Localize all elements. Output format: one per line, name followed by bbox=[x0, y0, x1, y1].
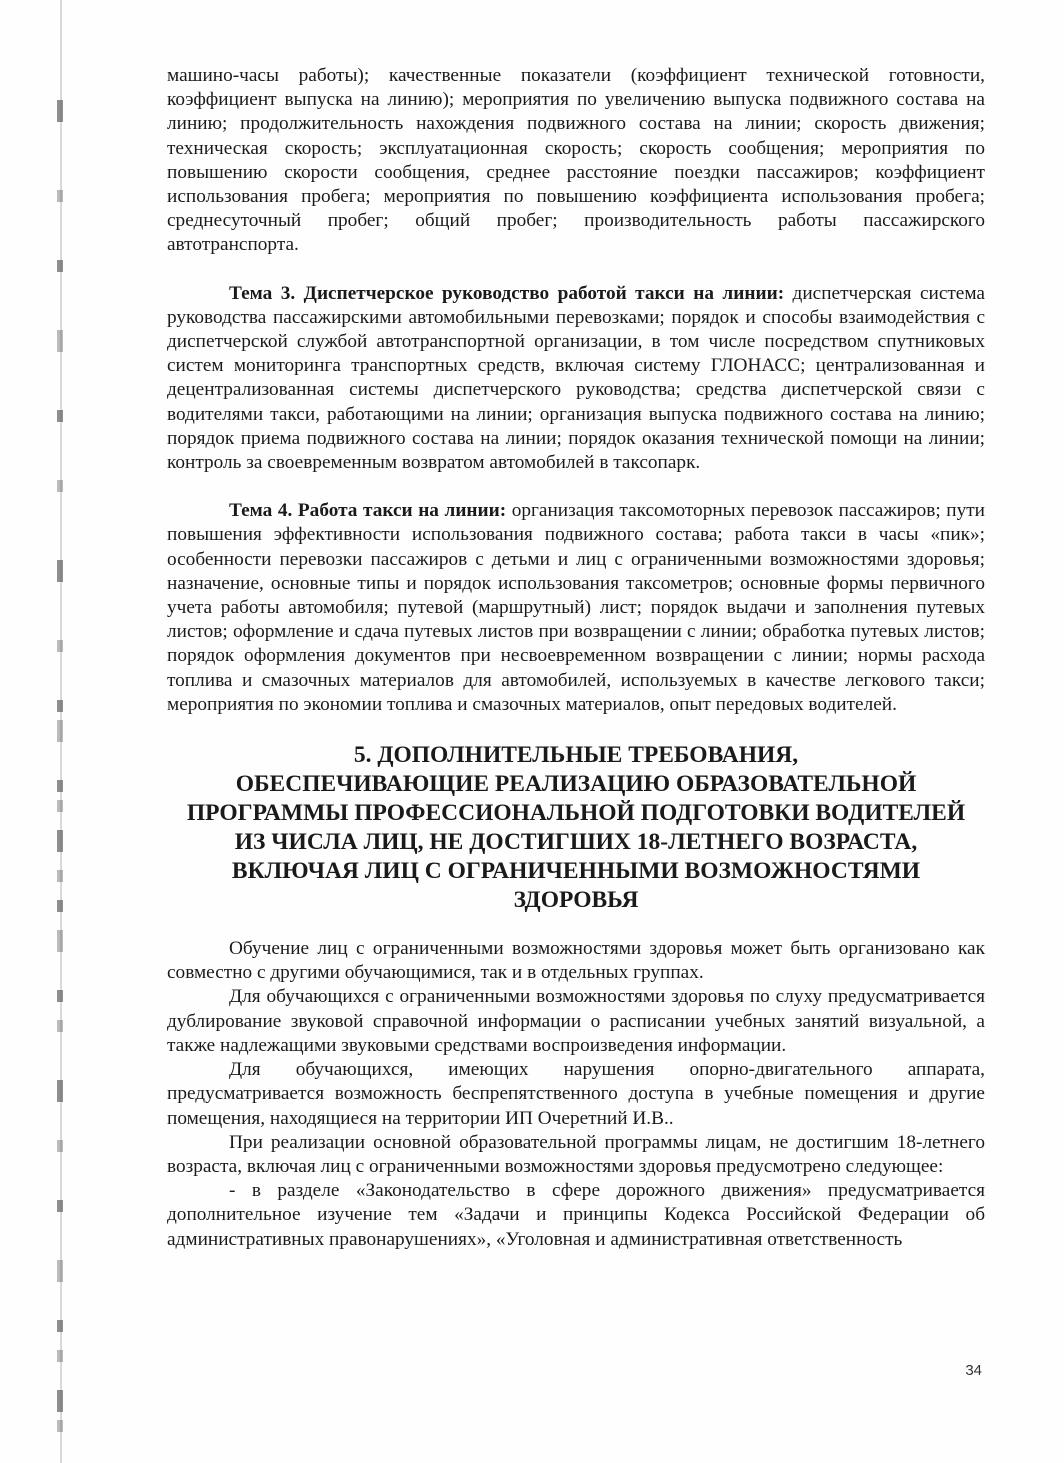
theme-4-paragraph bbox=[167, 499, 985, 717]
section-5-paragraph: Обучение лиц с ограниченными возможностями здоровья может быть организовано как совместно с другими обучающимися, так и в отдельных группах. bbox=[167, 938, 985, 984]
section-title-line: ОБЕСПЕЧИВАЮЩИЕ РЕАЛИЗАЦИЮ ОБРАЗОВАТЕЛЬНОЙ bbox=[235, 771, 917, 798]
binding-mark bbox=[57, 930, 63, 952]
binding-mark bbox=[57, 900, 63, 912]
binding-mark bbox=[57, 330, 63, 352]
section-title-line: 5. ДОПОЛНИТЕЛЬНЫЕ ТРЕБОВАНИЯ, bbox=[353, 742, 799, 769]
binding-mark bbox=[57, 1080, 63, 1102]
binding-mark bbox=[57, 260, 63, 272]
binding-mark bbox=[57, 560, 63, 582]
section-title-line: ЗДОРОВЬЯ bbox=[513, 887, 639, 914]
binding-mark bbox=[57, 410, 63, 422]
binding-mark bbox=[57, 990, 63, 1002]
paragraph-continuation: машино-часы работы); качественные показатели (коэффициент технической готовности, коэффициент выпуска на линию); мероприятия по увеличению выпуска подвижного состава на линию; продолжительность нахождения подвижного состава на линии; скорость движения; техническая скорость; эксплуатационная скорость; скорость сообщения; мероприятия по повышению скорости сообщения, среднее расстояние поездки пассажиров; коэффициент использования пробега; мероприятия по повышению коэффициента использования пробега; среднесуточный пробег; общий пробег; производительность работы пассажирского автотранспорта. bbox=[167, 65, 985, 256]
binding-mark bbox=[57, 830, 63, 852]
binding-mark bbox=[57, 1350, 63, 1362]
binding-mark bbox=[57, 100, 63, 122]
binding-mark bbox=[57, 870, 63, 882]
binding-mark bbox=[57, 1420, 63, 1432]
binding-mark bbox=[57, 1020, 63, 1032]
binding-mark bbox=[57, 1390, 63, 1412]
section-5-paragraph: При реализации основной образовательной программы лицам, не достигшим 18-летнего возраста, включая лиц с ограниченными возможностями здоровья предусмотрено следующее: bbox=[167, 1131, 985, 1177]
section-5-paragraph: Для обучающихся с ограниченными возможностями здоровья по слуху предусматривается дублирование звуковой справочной информации о расписании учебных занятий визуальной, а также надлежащими звуковыми средствами воспроизведения информации. bbox=[167, 986, 985, 1056]
binding-mark bbox=[57, 800, 63, 812]
theme-4-title: Тема 4. Работа такси на линии: bbox=[229, 500, 507, 522]
section-title-line: ВКЛЮЧАЯ ЛИЦ С ОГРАНИЧЕННЫМИ ВОЗМОЖНОСТЯМИ bbox=[231, 858, 921, 885]
binding-edge bbox=[0, 0, 80, 1463]
binding-mark bbox=[57, 780, 63, 792]
binding-mark bbox=[57, 720, 63, 742]
binding-mark bbox=[57, 1140, 63, 1152]
binding-mark bbox=[57, 1320, 63, 1332]
binding-mark bbox=[57, 1200, 63, 1212]
theme-3-title: Тема 3. Диспетчерское руководство работой такси на линии: bbox=[229, 282, 785, 304]
theme-4-text: организация таксомоторных перевозок пассажиров; пути повышения эффективности использования подвижного состава; работа такси в часы «пик»; особенности перевозки пассажиров с детьми и лиц с ограниченными возможностями здоровья; назначение, основные типы и порядок использования таксометров; основные формы первичного учета работы автомобиля; путевой (маршрутный) лист; порядок выдачи и заполнения путевых листов; оформление и сдача путевых листов при возвращении с линии; обработка путевых листов; порядок оформления документов при несвоевременном возвращении с линии; нормы расхода топлива и смазочных материалов для автомобилей, используемых в качестве легкового такси; мероприятия по экономии топлива и смазочных материалов, опыт передовых водителей. bbox=[167, 500, 985, 715]
binding-mark bbox=[57, 700, 63, 712]
section-5-paragraph: - в разделе «Законодательство в сфере дорожного движения» предусматривается дополнительное изучение тем «Задачи и принципы Кодекса Российской Федерации об административных правонарушениях», «Уголовная и административная ответственность bbox=[167, 1180, 985, 1250]
section-5-paragraph: Для обучающихся, имеющих нарушения опорно-двигательного аппарата, предусматривается возможность беспрепятственного доступа в учебные помещения и другие помещения, находящиеся на территории ИП Очеретний И.В.. bbox=[167, 1059, 985, 1129]
section-title-line: ПРОГРАММЫ ПРОФЕССИОНАЛЬНОЙ ПОДГОТОВКИ ВОДИТЕЛЕЙ bbox=[186, 800, 966, 827]
theme-3-text: диспетчерская система руководства пассажирскими автомобильными перевозками; порядок и способы взаимодействия с диспетчерской службой автотранспортной организации, в том числе посредством спутниковых систем мониторинга транспортных средств, включая систему ГЛОНАСС; централизованная и децентрализованная системы диспетчерского руководства; средства диспетчерской связи с водителями такси, работающими на линии; организация выпуска подвижного состава на линию; порядок приема подвижного состава на линии; порядок оказания технической помощи на линии; контроль за своевременным возвратом автомобилей в таксопарк. bbox=[167, 282, 985, 474]
page-content bbox=[167, 64, 985, 1252]
binding-mark bbox=[57, 640, 63, 652]
binding-mark bbox=[57, 1260, 63, 1282]
binding-mark bbox=[57, 190, 63, 202]
theme-3-paragraph bbox=[167, 282, 985, 476]
section-5-heading bbox=[167, 741, 985, 915]
section-title-line: ИЗ ЧИСЛА ЛИЦ, НЕ ДОСТИГШИХ 18-ЛЕТНЕГО ВОЗРАСТА, bbox=[234, 829, 918, 856]
page-number: 34 bbox=[965, 1362, 982, 1379]
binding-mark bbox=[57, 480, 63, 492]
